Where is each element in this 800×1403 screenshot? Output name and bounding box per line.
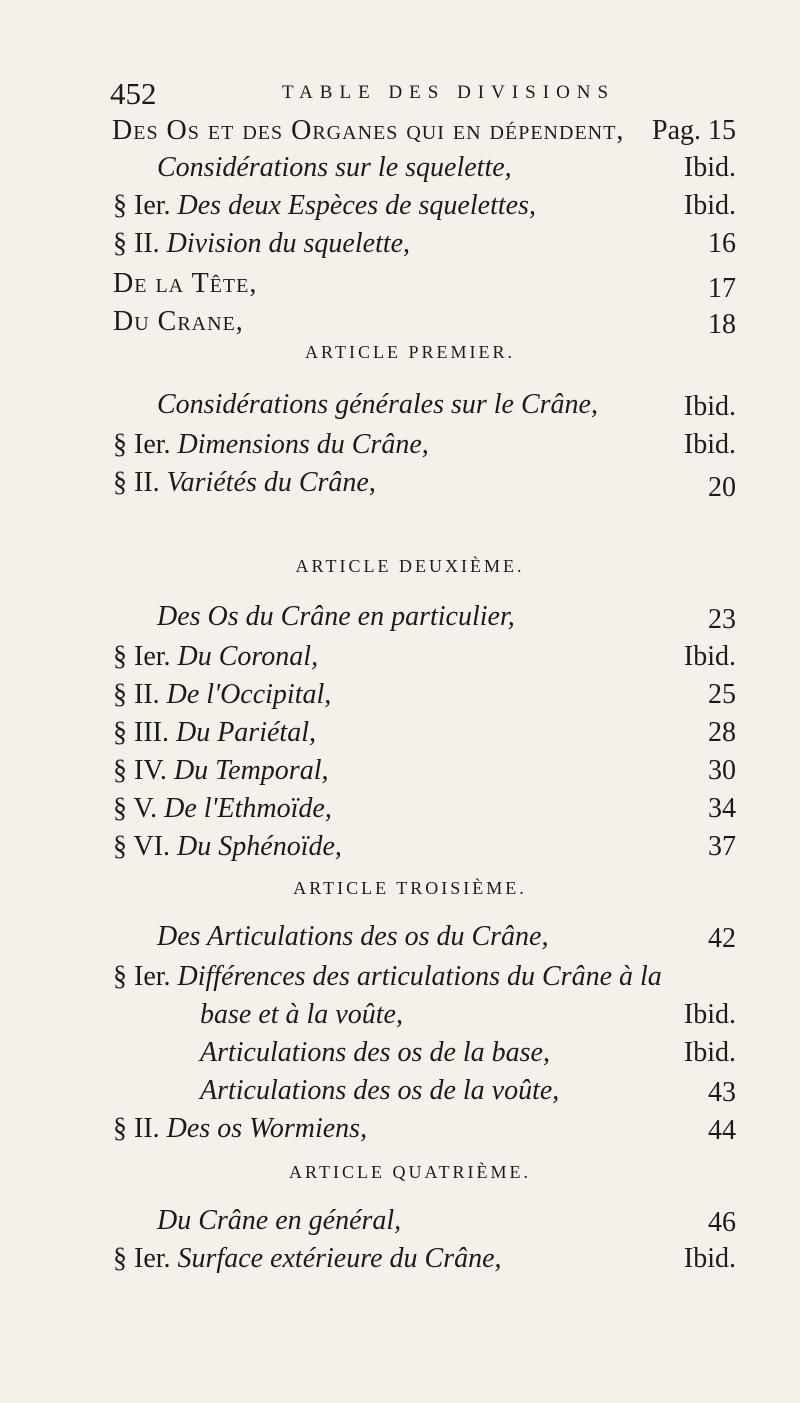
toc-entry: Articulations des os de la voûte,	[200, 1075, 560, 1106]
page-reference: 25	[708, 679, 736, 710]
page-reference: Ibid.	[683, 999, 736, 1030]
toc-entry	[113, 754, 328, 788]
page-reference: 44	[708, 1115, 736, 1146]
article-heading: ARTICLE DEUXIÈME.	[295, 556, 525, 576]
section-number: § Ier.	[113, 1243, 171, 1274]
toc-entry	[113, 960, 662, 994]
page-reference: Ibid.	[683, 1037, 736, 1068]
toc-entry	[113, 678, 331, 712]
toc-entry-title: Du Coronal,	[177, 641, 319, 672]
article-heading: ARTICLE TROISIÈME.	[293, 878, 527, 898]
page-reference: 28	[708, 717, 736, 748]
page-reference: Ibid.	[683, 429, 736, 460]
toc-entry	[113, 1112, 367, 1146]
toc-entry: Des Os du Crâne en particulier,	[157, 601, 515, 632]
section-heading: Du Crane,	[113, 306, 244, 337]
page-reference: Ibid.	[683, 152, 736, 183]
toc-entry-title: Des deux Espèces de squelettes,	[177, 190, 536, 221]
toc-entry-title: Du Sphénoïde,	[177, 831, 342, 862]
section-number: § II.	[113, 1113, 160, 1144]
toc-entry-title: Dimensions du Crâne,	[177, 429, 429, 460]
toc-entry-title: Des os Wormiens,	[166, 1113, 368, 1144]
toc-entry	[113, 792, 332, 826]
toc-entry: Des Articulations des os du Crâne,	[157, 921, 549, 952]
toc-entry-title: Surface extérieure du Crâne,	[177, 1243, 502, 1274]
section-number: § II.	[113, 467, 160, 498]
page-reference: 42	[708, 923, 736, 954]
page-reference: 20	[708, 472, 736, 503]
article-heading: ARTICLE QUATRIÈME.	[289, 1162, 531, 1182]
page-reference: Ibid.	[683, 1243, 736, 1274]
toc-entry-title: Différences des articulations du Crâne à la	[177, 961, 662, 992]
page-reference: 18	[708, 309, 736, 340]
section-heading: De la Tête,	[113, 268, 258, 299]
toc-entry	[113, 189, 536, 223]
toc-entry: Articulations des os de la base,	[200, 1037, 550, 1068]
article-heading: ARTICLE PREMIER.	[305, 342, 515, 362]
toc-entry-title: Variétés du Crâne,	[166, 467, 376, 498]
toc-entry	[113, 466, 376, 500]
toc-entry-title: Du Temporal,	[173, 755, 329, 786]
page-reference: Ibid.	[683, 641, 736, 672]
toc-entry	[113, 640, 318, 674]
toc-entry: Considérations sur le squelette,	[157, 152, 512, 183]
toc-entry-title: De l'Occipital,	[166, 679, 332, 710]
toc-entry	[113, 227, 410, 261]
page-reference: 16	[708, 228, 736, 259]
toc-entry	[113, 428, 429, 462]
page-number: 452	[110, 76, 157, 111]
page-reference: 34	[708, 793, 736, 824]
toc-entry: Du Crâne en général,	[157, 1205, 402, 1236]
page-reference: 37	[708, 831, 736, 862]
section-heading: Des Os et des Organes qui en dépendent,	[112, 115, 625, 146]
toc-entry	[113, 830, 342, 864]
toc-entry-continuation: base et à la voûte,	[200, 999, 403, 1030]
page-reference: Pag. 15	[652, 115, 736, 146]
toc-entry-title: Division du squelette,	[166, 228, 411, 259]
page-reference: 46	[708, 1207, 736, 1238]
toc-entry	[113, 716, 316, 750]
page-reference: 30	[708, 755, 736, 786]
page-reference: 17	[708, 273, 736, 304]
section-number: § Ier.	[113, 429, 171, 460]
page-reference: Ibid.	[683, 190, 736, 221]
page-reference: Ibid.	[683, 391, 736, 422]
toc-entry-title: Du Pariétal,	[175, 717, 316, 748]
toc-entry-title: De l'Ethmoïde,	[164, 793, 332, 824]
toc-entry	[113, 1242, 502, 1276]
section-number: § III.	[113, 717, 169, 748]
section-number: § IV.	[113, 755, 167, 786]
section-number: § V.	[113, 793, 158, 824]
running-head: TABLE DES DIVISIONS	[282, 82, 616, 103]
toc-entry: Considérations générales sur le Crâne,	[157, 389, 598, 420]
page-header	[110, 76, 670, 116]
page-reference: 43	[708, 1077, 736, 1108]
section-number: § Ier.	[113, 641, 171, 672]
page-reference: 23	[708, 604, 736, 635]
section-number: § II.	[113, 228, 160, 259]
section-number: § VI.	[113, 831, 171, 862]
section-number: § Ier.	[113, 961, 171, 992]
section-number: § Ier.	[113, 190, 171, 221]
section-number: § II.	[113, 679, 160, 710]
